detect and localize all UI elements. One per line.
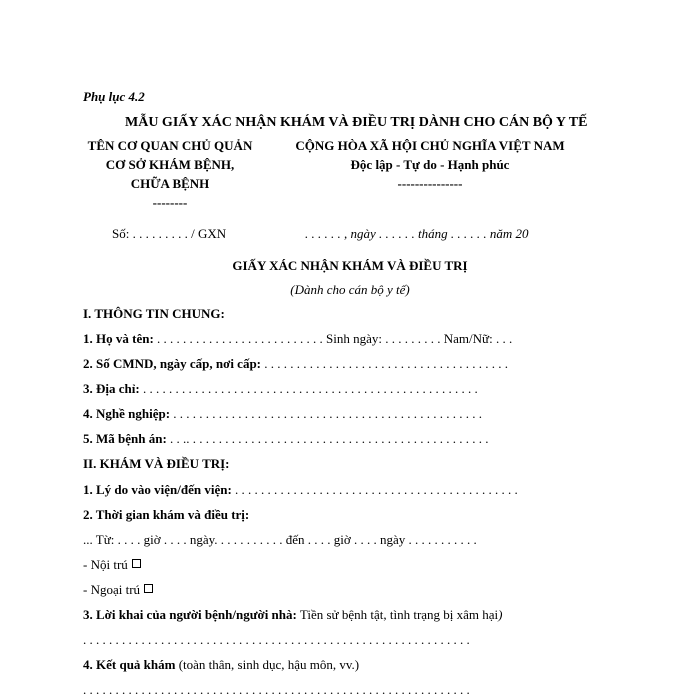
name-row xyxy=(83,332,512,347)
exam-label: 4. Kết quả khám xyxy=(83,657,176,672)
reason-dots: . . . . . . . . . . . . . . . . . . . . . . . . . . . . . . . . . . . . . . . . . . . . xyxy=(231,482,518,497)
address-dots: . . . . . . . . . . . . . . . . . . . . . . . . . . . . . . . . . . . . . . . . . . . . . . . . . . . . xyxy=(139,381,478,396)
time-range-line: ... Từ: . . . . giờ . . . . ngày. . . . . . . . . . . đến . . . . giờ . . . . ngày . . . . . . . . . . . xyxy=(83,532,477,547)
time-label: 2. Thời gian khám và điều trị: xyxy=(83,507,250,522)
main-title: GIẤY XÁC NHẬN KHÁM VÀ ĐIỀU TRỊ xyxy=(232,258,468,273)
record-row xyxy=(83,432,489,447)
job-dots: . . . . . . . . . . . . . . . . . . . . . . . . . . . . . . . . . . . . . . . . . . . . . . . . xyxy=(170,406,483,421)
statement-label: 3. Lời khai của người bệnh/người nhà: xyxy=(83,607,297,622)
facility-name-line2: CHỮA BỆNH xyxy=(130,176,210,191)
statement-paren: ) xyxy=(498,607,503,622)
statement-row xyxy=(83,608,503,623)
address-label: 3. Địa chỉ: xyxy=(83,381,140,396)
reason-label: 1. Lý do vào viện/đến viện: xyxy=(83,482,232,497)
national-title: CỘNG HÒA XÃ HỘI CHỦ NGHĨA VIỆT NAM xyxy=(295,138,565,153)
appendix-label: Phụ lục 4.2 xyxy=(83,89,145,104)
left-divider: -------- xyxy=(152,195,188,210)
sex-dots: . . . xyxy=(492,331,513,346)
facility-name-line1: CƠ SỞ KHÁM BỆNH, xyxy=(105,157,235,172)
record-dots: . . .. . . . . . . . . . . . . . . . . . . . . . . . . . . . . . . . . . . . . . . . . . . . . . . xyxy=(166,431,489,446)
id-label: 2. Số CMND, ngày cấp, nơi cấp: xyxy=(83,356,262,371)
exam-note: (toàn thân, sinh dục, hậu môn, vv.) xyxy=(178,657,360,672)
statement-dots: . . . . . . . . . . . . . . . . . . . . . . . . . . . . . . . . . . . . . . . . . . . . . . . . . . . . . . . . . . . . xyxy=(83,632,470,647)
agency-name: TÊN CƠ QUAN CHỦ QUẢN xyxy=(87,138,253,153)
dob-dots: . . . . . . . . . xyxy=(382,331,444,346)
outpatient-option xyxy=(83,583,153,598)
record-label: 5. Mã bệnh án: xyxy=(83,431,167,446)
inpatient-label: - Nội trú xyxy=(83,557,128,572)
name-dots: . . . . . . . . . . . . . . . . . . . . . . . . . . xyxy=(153,331,327,346)
id-dots: . . . . . . . . . . . . . . . . . . . . . . . . . . . . . . . . . . . . . . xyxy=(261,356,509,371)
name-label: 1. Họ và tên: xyxy=(83,331,154,346)
exam-dots: . . . . . . . . . . . . . . . . . . . . . . . . . . . . . . . . . . . . . . . . . . . . . . . . . . . . . . . . . . . . xyxy=(83,682,470,697)
address-row xyxy=(83,382,478,397)
statement-note: Tiền sử bệnh tật, tình trạng bị xâm hại xyxy=(299,607,499,622)
inpatient-option xyxy=(83,558,141,573)
right-divider: --------------- xyxy=(397,176,463,191)
form-title: MẪU GIẤY XÁC NHẬN KHÁM VÀ ĐIỀU TRỊ DÀNH CHO CÁN BỘ Y TẾ xyxy=(125,115,588,130)
section2-heading: II. KHÁM VÀ ĐIỀU TRỊ: xyxy=(83,456,230,471)
section1-heading: I. THÔNG TIN CHUNG: xyxy=(83,306,225,321)
document-number: Số: . . . . . . . . . / GXN xyxy=(112,226,227,241)
job-label: 4. Nghề nghiệp: xyxy=(83,406,171,421)
national-motto: Độc lập - Tự do - Hạnh phúc xyxy=(350,157,510,172)
reason-row xyxy=(83,483,518,498)
inpatient-checkbox[interactable] xyxy=(132,559,141,568)
sex-label: Nam/Nữ: xyxy=(443,331,493,346)
dob-label: Sinh ngày: xyxy=(326,331,383,346)
date-line: . . . . . . , ngày . . . . . . tháng . . . . . . năm 20 xyxy=(305,226,529,241)
id-row xyxy=(83,357,508,372)
job-row xyxy=(83,407,482,422)
outpatient-label: - Ngoại trú xyxy=(83,582,141,597)
outpatient-checkbox[interactable] xyxy=(144,584,153,593)
exam-row xyxy=(83,658,359,673)
subtitle: (Dành cho cán bộ y tế) xyxy=(290,282,410,297)
